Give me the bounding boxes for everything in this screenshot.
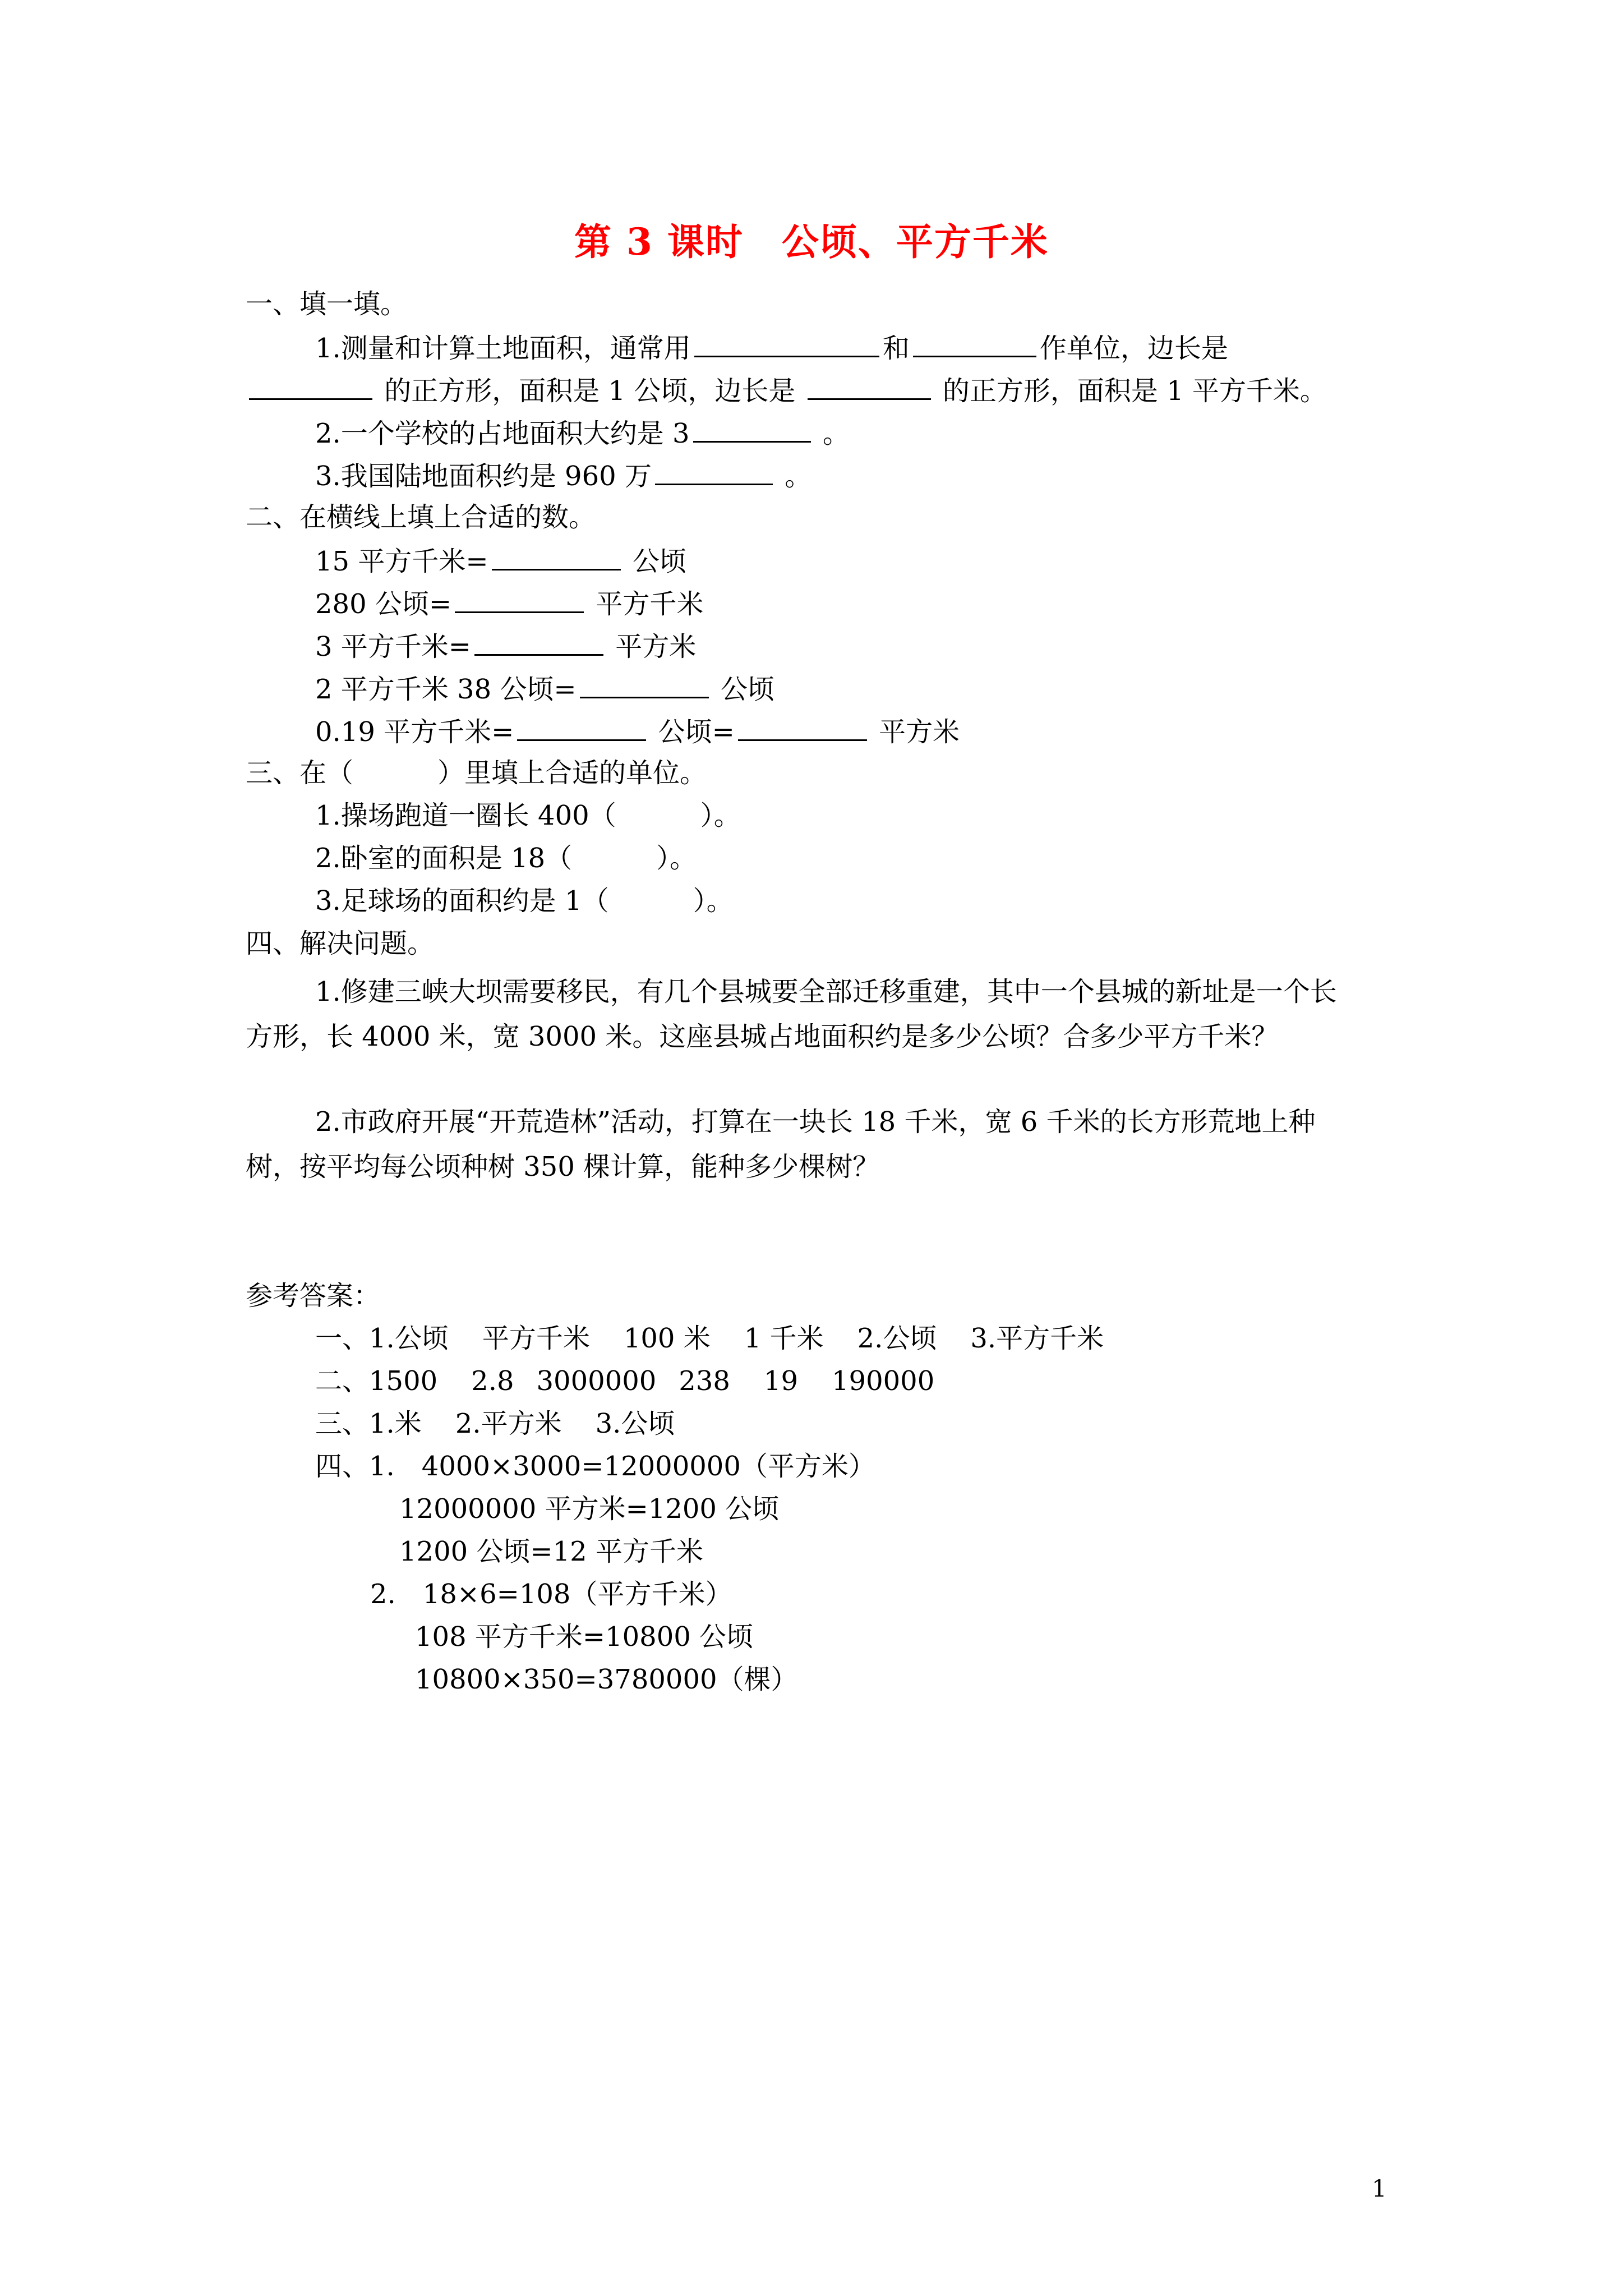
answer-item: 3.平方千米 <box>970 1323 1104 1354</box>
s2-row-4 <box>315 671 774 706</box>
answer-item: 二、1500 <box>315 1365 438 1397</box>
s2-r5-text-b: 公顷= <box>658 716 735 748</box>
s4-q2-line2: 树，按平均每公顷种树 350 棵计算，能种多少棵树？ <box>246 1151 880 1182</box>
s1-q2-text-b: 。 <box>822 418 850 449</box>
s3-q3-text-b: ）。 <box>693 885 734 917</box>
answer-row-4: 四、1. 4000×3000=12000000（平方米） <box>315 1451 875 1482</box>
fill-blank[interactable] <box>517 714 646 741</box>
s2-r5-text-c: 平方米 <box>879 716 960 748</box>
s2-r5-text-a: 0.19 平方千米= <box>315 716 514 748</box>
answer-row-8: 108 平方千米=10800 公顷 <box>415 1621 754 1653</box>
answer-row-9: 10800×350=3780000（棵） <box>415 1664 798 1695</box>
s1-q1-line1 <box>315 330 1228 365</box>
s3-q3-text-a: 3.足球场的面积约是 1（ <box>315 885 609 917</box>
answers-heading: 参考答案： <box>246 1280 381 1312</box>
answer-item: 3000000 <box>536 1365 657 1397</box>
s2-r4-text-b: 公顷 <box>720 674 774 705</box>
answer-item: 平方千米 <box>482 1323 590 1354</box>
s2-r2-text-b: 平方千米 <box>596 588 704 620</box>
answer-row-2 <box>315 1364 934 1398</box>
s4-q1-line1: 1.修建三峡大坝需要移民，有几个县城要全部迁移重建，其中一个县城的新址是一个长 <box>315 976 1337 1007</box>
s2-r2-text-a: 280 公顷= <box>315 588 452 620</box>
s3-q1-text-b: ）。 <box>700 800 741 831</box>
s1-q2-text-a: 2.一个学校的占地面积大约是 3 <box>315 418 690 449</box>
s3-q2 <box>315 841 697 875</box>
answer-row-1 <box>315 1322 1104 1355</box>
answer-item: 2.公顷 <box>857 1323 937 1354</box>
s2-r1-text-a: 15 平方千米= <box>315 546 488 577</box>
answer-item: 2.8 <box>471 1365 514 1397</box>
fill-blank[interactable] <box>655 458 773 485</box>
s2-row-3 <box>315 628 696 664</box>
s4-q1-line2: 方形，长 4000 米，宽 3000 米。这座县城占地面积约是多少公顷？合多少平方千米？ <box>246 1021 1279 1052</box>
section-1-heading: 一、填一填。 <box>246 288 408 320</box>
s1-q1-line2 <box>246 372 1327 408</box>
section-4-heading: 四、解决问题。 <box>246 928 435 959</box>
fill-blank[interactable] <box>455 586 584 613</box>
answer-item: 100 米 <box>623 1323 711 1354</box>
answer-item: 一、1.公顷 <box>315 1323 449 1354</box>
s3-q3 <box>315 884 734 918</box>
answer-row-7: 2. 18×6=108（平方千米） <box>370 1579 732 1610</box>
answer-item: 1 千米 <box>744 1323 824 1354</box>
s3-heading-b: ）里填上合适的单位。 <box>437 757 707 789</box>
section-3-heading <box>246 756 707 790</box>
s3-q2-text-a: 2.卧室的面积是 18（ <box>315 843 573 874</box>
answer-item: 19 <box>763 1365 798 1397</box>
s2-r4-text-a: 2 平方千米 38 公顷= <box>315 674 577 705</box>
fill-blank[interactable] <box>693 415 811 443</box>
answer-row-3 <box>315 1407 675 1441</box>
answer-item: 238 <box>679 1365 730 1397</box>
answer-item: 2.平方米 <box>455 1408 562 1439</box>
answer-item: 190000 <box>832 1365 935 1397</box>
answer-item: 3.公顷 <box>595 1408 675 1439</box>
s2-row-5 <box>315 714 960 749</box>
s2-r3-text-b: 平方米 <box>615 631 697 662</box>
s1-q3-text-b: 。 <box>785 461 812 492</box>
s2-r3-text-a: 3 平方千米= <box>315 631 472 662</box>
s1-q3 <box>315 458 811 493</box>
fill-blank[interactable] <box>808 372 931 400</box>
page-number: 1 <box>1372 2175 1387 2202</box>
s1-q1-text-b: 和 <box>882 333 910 364</box>
fill-blank[interactable] <box>738 714 867 741</box>
answer-row-5: 12000000 平方米=1200 公顷 <box>399 1493 780 1525</box>
page-title: 第 3 课时 公顷、平方千米 <box>574 220 1049 264</box>
s2-r1-text-b: 公顷 <box>632 546 686 577</box>
fill-blank[interactable] <box>249 372 372 400</box>
s1-q3-text-a: 3.我国陆地面积约是 960 万 <box>315 461 652 492</box>
s1-q1-text-c: 作单位，边长是 <box>1039 333 1228 364</box>
answer-row-6: 1200 公顷=12 平方千米 <box>399 1536 703 1567</box>
fill-blank[interactable] <box>474 628 603 656</box>
s2-row-2 <box>315 586 703 621</box>
s1-q2 <box>315 415 850 450</box>
fill-blank[interactable] <box>580 671 709 698</box>
s3-heading-a: 三、在（ <box>246 757 354 789</box>
s4-q2-line1: 2.市政府开展“开荒造林”活动，打算在一块长 18 千米，宽 6 千米的长方形荒地上种 <box>315 1106 1316 1138</box>
s3-q1-text-a: 1.操场跑道一圈长 400（ <box>315 800 616 831</box>
fill-blank[interactable] <box>913 330 1036 357</box>
s1-q1-text-a: 1.测量和计算土地面积，通常用 <box>315 333 691 364</box>
fill-blank[interactable] <box>694 330 879 357</box>
s3-q2-text-b: ）。 <box>656 843 697 874</box>
s1-q1-text-e: 的正方形，面积是 1 平方千米。 <box>942 375 1327 407</box>
s1-q1-text-d: 的正方形，面积是 1 公顷，边长是 <box>384 375 796 407</box>
fill-blank[interactable] <box>492 543 621 570</box>
section-2-heading: 二、在横线上填上合适的数。 <box>246 501 596 533</box>
answer-item: 三、1.米 <box>315 1408 422 1439</box>
s2-row-1 <box>315 543 686 578</box>
s3-q1 <box>315 799 741 832</box>
